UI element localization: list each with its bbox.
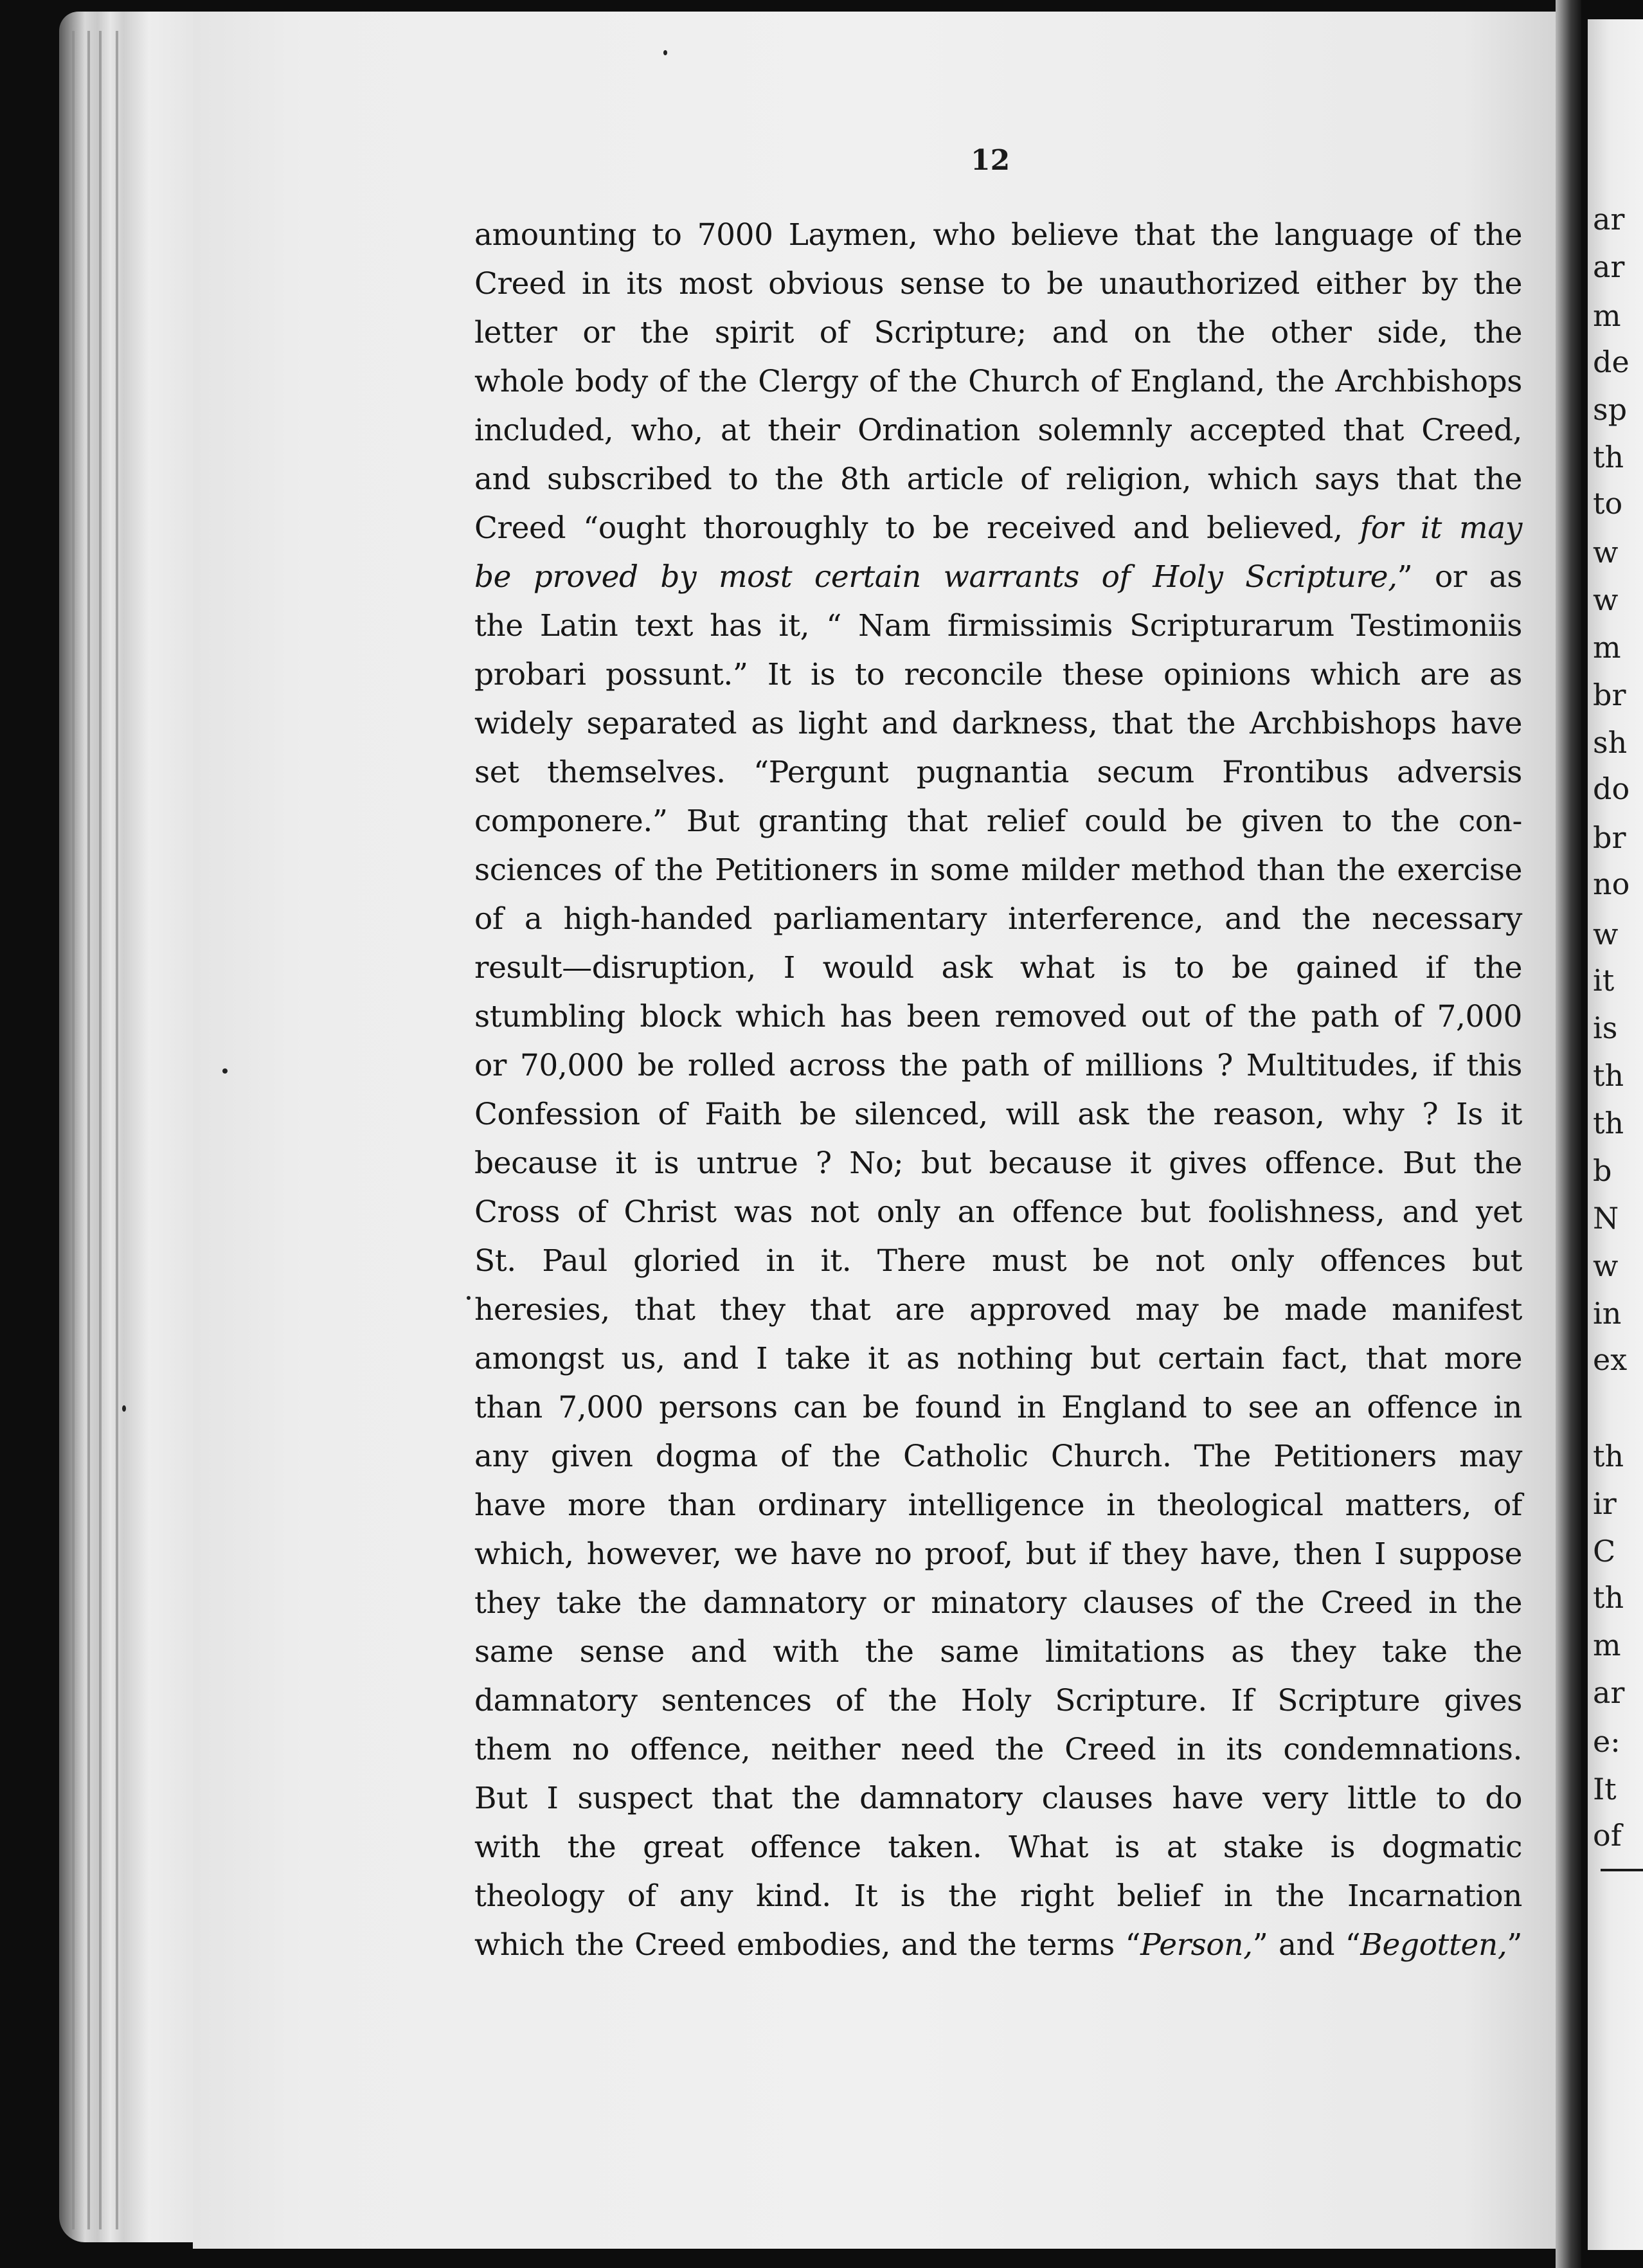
text-run: them no offence, neither need the Creed in its condemnations. xyxy=(474,1732,1522,1767)
facing-page-fragment: of xyxy=(1593,1818,1622,1853)
text-run: sciences of the Petitioners in some milder method than the exercise xyxy=(474,852,1522,888)
scan-speck xyxy=(663,50,667,55)
text-run: which the Creed embodies, and the terms “ xyxy=(474,1927,1141,1963)
facing-page-fragment: th xyxy=(1593,1439,1624,1473)
italic-text: be proved by most certain warrants of Holy Scripture, xyxy=(474,559,1397,595)
text-run: But I suspect that the damnatory clauses have very little to do xyxy=(474,1781,1522,1816)
text-line xyxy=(474,406,1522,455)
facing-page-fragment: sp xyxy=(1593,392,1628,427)
text-run: or 70,000 be rolled across the path of millions ? Multitudes, if this xyxy=(474,1048,1522,1083)
scan-speck xyxy=(122,1405,126,1412)
text-run: widely separated as light and darkness, that the Archbishops have xyxy=(474,706,1522,741)
scan-speck xyxy=(467,1296,471,1300)
page-edge-line xyxy=(99,31,102,2229)
page-edge-line xyxy=(72,31,75,2229)
facing-page-fragment: sh xyxy=(1593,725,1628,760)
text-line xyxy=(474,1921,1522,1970)
page-number: 12 xyxy=(971,144,1010,177)
text-line xyxy=(474,1383,1522,1432)
text-line xyxy=(474,699,1522,748)
text-line xyxy=(474,748,1522,797)
text-line xyxy=(474,1139,1522,1188)
text-line xyxy=(474,260,1522,309)
text-line xyxy=(474,993,1522,1041)
text-line xyxy=(474,895,1522,944)
italic-text: for it may xyxy=(1360,510,1522,546)
facing-page-fragment: th xyxy=(1593,1058,1624,1093)
facing-page-fragment: m xyxy=(1593,630,1621,665)
text-run: with the great offence taken. What is at stake is dogmatic xyxy=(474,1830,1522,1865)
text-run: Creed “ought thoroughly to be received and believed, xyxy=(474,510,1360,546)
facing-page-rule xyxy=(1601,1869,1643,1871)
facing-page-fragment: w xyxy=(1593,1248,1619,1283)
text-run: amounting to 7000 Laymen, who believe that the language of the xyxy=(474,217,1522,253)
text-run: ” xyxy=(1507,1927,1522,1963)
text-line xyxy=(474,1286,1522,1335)
text-run: St. Paul gloried in it. There must be not only offences but xyxy=(474,1243,1522,1279)
text-run: probari possunt.” It is to reconcile these opinions which are as xyxy=(474,657,1522,692)
text-line xyxy=(474,1481,1522,1530)
text-line xyxy=(474,1677,1522,1725)
text-run: set themselves. “Pergunt pugnantia secum Frontibus adversis xyxy=(474,755,1522,790)
text-run: ” and “ xyxy=(1252,1927,1361,1963)
book-page-edges xyxy=(59,12,213,2242)
text-line xyxy=(474,1628,1522,1677)
text-line xyxy=(474,1335,1522,1383)
facing-page-fragment: br xyxy=(1593,678,1626,712)
text-line xyxy=(474,1432,1522,1481)
italic-text: Begotten, xyxy=(1360,1927,1507,1963)
text-run: amongst us, and I take it as nothing but certain fact, that more xyxy=(474,1341,1522,1376)
facing-page-fragment: w xyxy=(1593,582,1619,617)
facing-page-fragment: th xyxy=(1593,440,1624,474)
facing-page-fragment: C xyxy=(1593,1534,1616,1569)
facing-page-fragment: It xyxy=(1593,1772,1617,1806)
facing-page-fragment: do xyxy=(1593,771,1630,806)
facing-page-fragment: ex xyxy=(1593,1342,1628,1377)
facing-page-fragment: w xyxy=(1593,917,1619,951)
page-edge-line xyxy=(116,31,118,2229)
text-line xyxy=(474,309,1522,357)
facing-page-fragment: no xyxy=(1593,867,1630,901)
text-line xyxy=(474,1188,1522,1237)
text-line xyxy=(474,944,1522,993)
facing-page-fragment: w xyxy=(1593,535,1619,570)
facing-page-fragment: ar xyxy=(1593,1675,1625,1710)
text-run: any given dogma of the Catholic Church. The Petitioners may xyxy=(474,1439,1522,1474)
text-run: have more than ordinary intelligence in theological matters, of xyxy=(474,1488,1522,1523)
text-run: whole body of the Clergy of the Church of England, the Archbishops xyxy=(474,364,1522,399)
text-run: result—disruption, I would ask what is to be gained if the xyxy=(474,950,1522,986)
page-edge-line xyxy=(87,31,90,2229)
text-run: componere.” But granting that relief could be given to the con- xyxy=(474,804,1522,839)
text-run: heresies, that they that are approved may be made manifest xyxy=(474,1292,1522,1328)
italic-text: Person, xyxy=(1140,1927,1253,1963)
facing-page-fragment: de xyxy=(1593,345,1630,379)
text-run: damnatory sentences of the Holy Scripture. If Scripture gives xyxy=(474,1683,1522,1718)
text-run: theology of any kind. It is the right belief in the Incarnation xyxy=(474,1878,1522,1914)
facing-page-fragment: ar xyxy=(1593,202,1625,237)
text-line xyxy=(474,1237,1522,1286)
text-line xyxy=(474,1725,1522,1774)
text-run: of a high-handed parliamentary interference, and the necessary xyxy=(474,901,1522,937)
facing-page-fragment: in xyxy=(1593,1296,1622,1331)
facing-page-fragment: to xyxy=(1593,486,1623,521)
facing-page-fragment: it xyxy=(1593,963,1615,998)
facing-page-fragment: m xyxy=(1593,298,1621,333)
text-line xyxy=(474,846,1522,895)
facing-page-fragment: b xyxy=(1593,1153,1612,1188)
text-run: than 7,000 persons can be found in England to see an offence in xyxy=(474,1390,1522,1425)
facing-page xyxy=(1588,19,1643,2250)
text-line xyxy=(474,1090,1522,1139)
text-run: included, who, at their Ordination solemnly accepted that Creed, xyxy=(474,413,1522,448)
text-line xyxy=(474,651,1522,699)
facing-page-fragment: ar xyxy=(1593,249,1625,284)
text-line xyxy=(474,1530,1522,1579)
text-line xyxy=(474,1823,1522,1872)
facing-page-fragment: N xyxy=(1593,1201,1619,1236)
text-run: and subscribed to the 8th article of religion, which says that the xyxy=(474,462,1522,497)
text-line xyxy=(474,1041,1522,1090)
text-line xyxy=(474,211,1522,260)
text-run: stumbling block which has been removed out of the path of 7,000 xyxy=(474,999,1522,1034)
text-run: Cross of Christ was not only an offence but foolishness, and yet xyxy=(474,1194,1522,1230)
text-line xyxy=(474,797,1522,846)
text-run: letter or the spirit of Scripture; and on the other side, the xyxy=(474,315,1522,350)
text-run: the Latin text has it, “ Nam firmissimis Scripturarum Testimoniis xyxy=(474,608,1522,644)
text-line xyxy=(474,455,1522,504)
text-run: because it is untrue ? No; but because it gives offence. But the xyxy=(474,1146,1522,1181)
text-line xyxy=(474,553,1522,602)
text-line xyxy=(474,1579,1522,1628)
text-run: ” or as xyxy=(1397,559,1522,595)
book-gutter xyxy=(1556,0,1581,2268)
text-run: Confession of Faith be silenced, will ask the reason, why ? Is it xyxy=(474,1097,1522,1132)
facing-page-fragment: br xyxy=(1593,820,1626,855)
text-line xyxy=(474,1774,1522,1823)
facing-page-fragment: m xyxy=(1593,1628,1621,1662)
text-run: Creed in its most obvious sense to be unauthorized either by the xyxy=(474,266,1522,302)
scan-speck xyxy=(222,1068,228,1074)
text-line xyxy=(474,504,1522,553)
body-text xyxy=(474,211,1522,1970)
text-run: they take the damnatory or minatory clauses of the Creed in the xyxy=(474,1585,1522,1621)
facing-page-fragment: e: xyxy=(1593,1724,1621,1759)
text-run: which, however, we have no proof, but if they have, then I suppose xyxy=(474,1536,1522,1572)
facing-page-fragment: th xyxy=(1593,1106,1624,1140)
text-line xyxy=(474,602,1522,651)
facing-page-fragment: ir xyxy=(1593,1486,1617,1521)
facing-page-fragment: th xyxy=(1593,1580,1624,1615)
text-line xyxy=(474,1872,1522,1921)
facing-page-fragment: is xyxy=(1593,1011,1618,1045)
text-run: same sense and with the same limitations as they take the xyxy=(474,1634,1522,1670)
text-line xyxy=(474,357,1522,406)
